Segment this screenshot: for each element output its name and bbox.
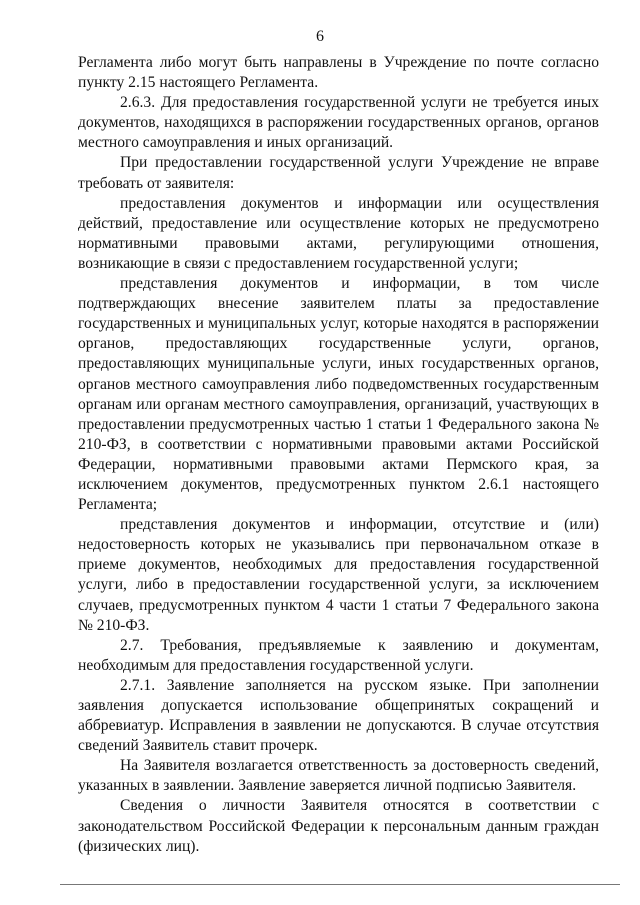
paragraph: представления документов и информации, отсутствие и (или) недостоверность которых не указывались при первоначальном отказе в приеме документов, необходимых для предоставления государственной услуги, либо в предоставлении государственной услуги, за исключением случаев, предусмотренных пунктом 4 части 1 статьи 7 Федерального закона № 210-ФЗ. <box>78 516 599 634</box>
page-number: 6 <box>316 28 324 45</box>
paragraph: 2.6.3. Для предоставления государственной услуги не требуется иных документов, находящихся в распоряжении государственных органов, органов местного самоуправления и иных организаций. <box>78 94 599 152</box>
paragraph: Сведения о личности Заявителя относятся в соответствии с законодательством Российской Федерации к персональным данным граждан (физических лиц). <box>78 797 599 855</box>
paragraph: 2.7. Требования, предъявляемые к заявлению и документам, необходимым для предоставления государственной услуги. <box>78 636 599 674</box>
paragraph: предоставления документов и информации или осуществления действий, предоставление или осуществление которых не предусмотрено нормативными правовыми актами, регулирующими отношения, возникающие в связи с предоставлением государственной услуги; <box>78 194 599 272</box>
paragraph: При предоставлении государственной услуги Учреждение не вправе требовать от заявителя: <box>78 154 599 192</box>
paragraph: Регламента либо могут быть направлены в Учреждение по почте согласно пункту 2.15 настоящего Регламента. <box>78 54 599 92</box>
scan-edge-line <box>60 884 620 885</box>
paragraph: На Заявителя возлагается ответственность за достоверность сведений, указанных в заявлении. Заявление заверяется личной подписью Заявителя. <box>78 757 599 795</box>
paragraph: 2.7.1. Заявление заполняется на русском языке. При заполнении заявления допускается использование общепринятых сокращений и аббревиатур. Исправления в заявлении не допускаются. В случае отсутствия сведений Заявитель ставит прочерк. <box>78 676 599 755</box>
document-body <box>78 53 599 857</box>
paragraph: представления документов и информации, в том числе подтверждающих внесение заявителем платы за предоставление государственных и муниципальных услуг, которые находятся в распоряжении органов, предоставляющих государственные услуги, органов, предоставляющих муниципальные услуги, иных государственных органов, органов местного самоуправления либо подведомственных государственным органам или органам местного самоуправления, организаций, участвующих в предоставлении предусмотренных частью 1 статьи 1 Федерального закона № 210-ФЗ, в соответствии с нормативными правовыми актами Российской Федерации, нормативными правовыми актами Пермского края, за исключением документов, предусмотренных пунктом 2.6.1 настоящего Регламента; <box>78 275 599 514</box>
